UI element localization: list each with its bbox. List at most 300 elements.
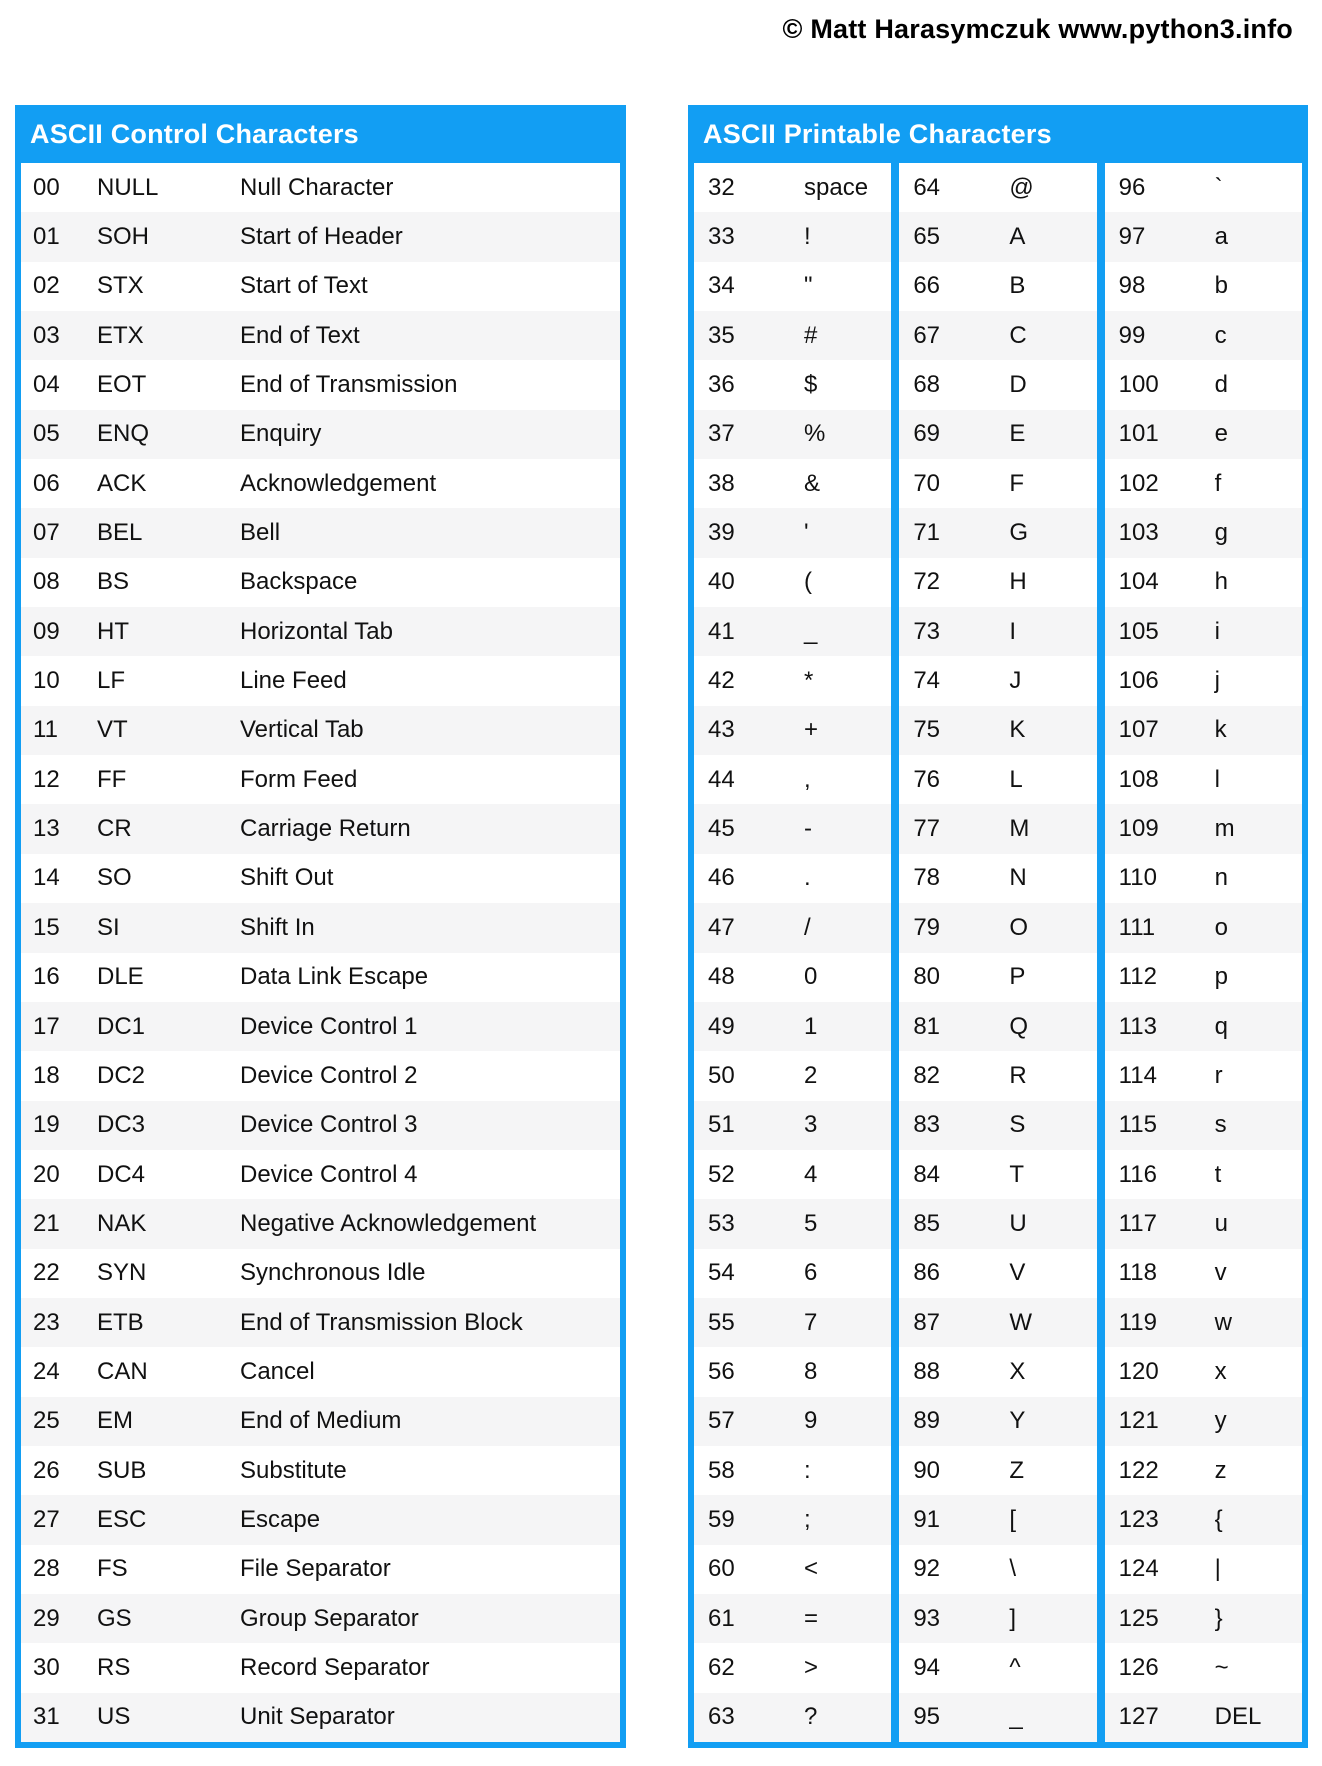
table-row: [1105, 311, 1302, 360]
table-row: [21, 1101, 620, 1150]
character-cell: b: [1214, 272, 1229, 300]
character-cell: c: [1214, 321, 1227, 349]
abbreviation-cell: DC1: [97, 1012, 146, 1040]
table-row: [21, 1199, 620, 1248]
table-row: [899, 1594, 1096, 1643]
table-row: [1105, 706, 1302, 755]
code-cell: 100: [1118, 371, 1159, 399]
code-cell: 64: [913, 173, 941, 201]
code-cell: 42: [708, 667, 735, 695]
table-row: [694, 508, 891, 557]
code-cell: 11: [33, 716, 58, 744]
table-row: [694, 953, 891, 1002]
code-cell: 115: [1118, 1111, 1157, 1139]
table-row: [899, 508, 1096, 557]
code-cell: 48: [708, 963, 735, 991]
code-cell: 116: [1118, 1160, 1157, 1188]
code-cell: 06: [33, 469, 60, 497]
code-cell: 62: [708, 1653, 735, 1681]
table-row: [1105, 804, 1302, 853]
code-cell: 79: [913, 913, 941, 941]
abbreviation-cell: RS: [97, 1653, 131, 1681]
character-cell: D: [1009, 371, 1027, 399]
abbreviation-cell: VT: [97, 716, 128, 744]
table-row: [21, 311, 620, 360]
table-row: [899, 163, 1096, 212]
code-cell: 72: [913, 568, 941, 596]
code-cell: 122: [1118, 1456, 1159, 1484]
table-row: [694, 262, 891, 311]
abbreviation-cell: GS: [97, 1604, 132, 1632]
table-row: [21, 459, 620, 508]
table-row: [21, 1545, 620, 1594]
description-cell: Null Character: [240, 173, 394, 201]
table-row: [899, 410, 1096, 459]
character-cell: \: [1009, 1555, 1016, 1583]
table-row: [1105, 508, 1302, 557]
code-cell: 49: [708, 1012, 735, 1040]
code-cell: 109: [1118, 815, 1159, 843]
character-cell: I: [1009, 617, 1016, 645]
code-cell: 84: [913, 1160, 941, 1188]
character-cell: o: [1214, 913, 1229, 941]
code-cell: 32: [708, 173, 735, 201]
description-cell: Bell: [240, 519, 281, 547]
table-row: [899, 1150, 1096, 1199]
character-cell: M: [1009, 815, 1030, 843]
code-cell: 12: [33, 765, 60, 793]
character-cell: B: [1009, 272, 1026, 300]
table-row: [899, 1051, 1096, 1100]
code-cell: 106: [1118, 667, 1159, 695]
character-cell: 8: [804, 1357, 818, 1385]
table-row: [1105, 755, 1302, 804]
table-row: [899, 903, 1096, 952]
table-row: [21, 262, 620, 311]
code-cell: 82: [913, 1061, 941, 1089]
character-cell: 3: [804, 1111, 818, 1139]
table-row: [899, 1298, 1096, 1347]
code-cell: 18: [33, 1061, 60, 1089]
code-cell: 38: [708, 469, 735, 497]
copyright-text: © Matt Harasymczuk www.python3.info: [782, 14, 1293, 44]
abbreviation-cell: DC2: [97, 1061, 146, 1089]
table-row: [694, 1199, 891, 1248]
table-row: [1105, 1495, 1302, 1544]
code-cell: 111: [1118, 913, 1156, 941]
code-cell: 124: [1118, 1555, 1159, 1583]
table-row: [21, 1298, 620, 1347]
abbreviation-cell: DC4: [97, 1160, 146, 1188]
code-cell: 127: [1118, 1703, 1159, 1731]
description-cell: Synchronous Idle: [240, 1259, 426, 1287]
table-row: [694, 212, 891, 261]
table-row: [899, 755, 1096, 804]
description-cell: Vertical Tab: [240, 716, 364, 744]
character-cell: E: [1009, 420, 1026, 448]
table-row: [21, 1002, 620, 1051]
character-cell: t: [1214, 1160, 1222, 1188]
code-cell: 57: [708, 1407, 735, 1435]
character-cell: m: [1214, 815, 1235, 843]
table-row: [21, 1643, 620, 1692]
table-row: [1105, 1545, 1302, 1594]
printable-table-column-1: [694, 163, 891, 1742]
character-cell: ]: [1009, 1604, 1016, 1632]
code-cell: 51: [708, 1111, 735, 1139]
character-cell: %: [804, 420, 826, 448]
character-cell: ': [804, 519, 809, 547]
table-row: [1105, 360, 1302, 409]
table-row: [899, 1199, 1096, 1248]
code-cell: 58: [708, 1456, 735, 1484]
abbreviation-cell: BEL: [97, 519, 143, 547]
code-cell: 59: [708, 1505, 735, 1533]
code-cell: 30: [33, 1653, 60, 1681]
table-row: [694, 163, 891, 212]
code-cell: 17: [33, 1012, 60, 1040]
code-cell: 121: [1118, 1407, 1159, 1435]
character-cell: 2: [804, 1061, 818, 1089]
code-cell: 105: [1118, 617, 1159, 645]
abbreviation-cell: SOH: [97, 223, 150, 251]
table-row: [899, 1495, 1096, 1544]
code-cell: 01: [33, 223, 60, 251]
code-cell: 108: [1118, 765, 1159, 793]
character-cell: +: [804, 716, 819, 744]
code-cell: 90: [913, 1456, 941, 1484]
character-cell: ": [804, 272, 813, 300]
table-row: [21, 656, 620, 705]
code-cell: 89: [913, 1407, 941, 1435]
character-cell: q: [1214, 1012, 1229, 1040]
code-cell: 81: [913, 1012, 941, 1040]
character-cell: :: [804, 1456, 811, 1484]
code-cell: 00: [33, 173, 60, 201]
character-cell: a: [1214, 223, 1229, 251]
code-cell: 23: [33, 1308, 60, 1336]
table-row: [21, 1495, 620, 1544]
character-cell: {: [1214, 1505, 1223, 1533]
character-cell: Z: [1009, 1456, 1024, 1484]
character-cell: $: [804, 371, 818, 399]
table-row: [694, 1643, 891, 1692]
abbreviation-cell: US: [97, 1703, 131, 1731]
table-row: [694, 1545, 891, 1594]
character-cell: P: [1009, 963, 1026, 991]
character-cell: ~: [1214, 1653, 1229, 1681]
code-cell: 36: [708, 371, 735, 399]
table-row: [1105, 1101, 1302, 1150]
code-cell: 125: [1118, 1604, 1159, 1632]
description-cell: Device Control 3: [240, 1111, 418, 1139]
character-cell: <: [804, 1555, 819, 1583]
abbreviation-cell: HT: [97, 617, 129, 645]
character-cell: @: [1009, 173, 1034, 201]
character-cell: /: [804, 913, 811, 941]
character-cell: V: [1009, 1259, 1026, 1287]
code-cell: 102: [1118, 469, 1159, 497]
code-cell: 97: [1118, 223, 1146, 251]
character-cell: |: [1214, 1555, 1221, 1583]
table-row: [694, 1495, 891, 1544]
table-row: [21, 854, 620, 903]
code-cell: 85: [913, 1209, 941, 1237]
table-row: [694, 804, 891, 853]
character-cell: C: [1009, 321, 1027, 349]
character-cell: >: [804, 1653, 819, 1681]
table-row: [899, 1693, 1096, 1742]
printable-table-column-2: [899, 163, 1096, 1742]
table-row: [899, 360, 1096, 409]
table-row: [899, 558, 1096, 607]
table-row: [21, 410, 620, 459]
description-cell: Horizontal Tab: [240, 617, 393, 645]
table-row: [21, 706, 620, 755]
control-table-title: ASCII Control Characters: [30, 118, 359, 149]
table-row: [21, 1150, 620, 1199]
code-cell: 03: [33, 321, 60, 349]
description-cell: Start of Header: [240, 223, 403, 251]
character-cell: -: [804, 815, 812, 843]
table-row: [1105, 410, 1302, 459]
code-cell: 78: [913, 864, 941, 892]
table-row: [21, 1347, 620, 1396]
table-row: [1105, 1002, 1302, 1051]
code-cell: 19: [33, 1111, 60, 1139]
code-cell: 35: [708, 321, 735, 349]
code-cell: 43: [708, 716, 735, 744]
table-row: [1105, 1397, 1302, 1446]
description-cell: Line Feed: [240, 667, 347, 695]
code-cell: 73: [913, 617, 941, 645]
code-cell: 46: [708, 864, 735, 892]
code-cell: 29: [33, 1604, 60, 1632]
table-row: [21, 804, 620, 853]
character-cell: U: [1009, 1209, 1027, 1237]
character-cell: A: [1009, 223, 1026, 251]
table-row: [1105, 656, 1302, 705]
table-row: [1105, 1446, 1302, 1495]
table-row: [694, 656, 891, 705]
character-cell: y: [1214, 1407, 1227, 1435]
code-cell: 33: [708, 223, 735, 251]
character-cell: d: [1214, 371, 1229, 399]
table-row: [899, 953, 1096, 1002]
table-row: [694, 360, 891, 409]
table-row: [899, 262, 1096, 311]
table-row: [694, 1249, 891, 1298]
table-row: [1105, 1298, 1302, 1347]
abbreviation-cell: EM: [97, 1407, 133, 1435]
table-row: [694, 1051, 891, 1100]
code-cell: 93: [913, 1604, 941, 1632]
character-cell: r: [1214, 1061, 1223, 1089]
description-cell: Carriage Return: [240, 815, 411, 843]
code-cell: 28: [33, 1555, 60, 1583]
abbreviation-cell: CAN: [97, 1357, 148, 1385]
table-row: [21, 360, 620, 409]
table-row: [1105, 1150, 1302, 1199]
character-cell: 4: [804, 1160, 818, 1188]
character-cell: l: [1214, 765, 1220, 793]
code-cell: 92: [913, 1555, 941, 1583]
character-cell: =: [804, 1604, 819, 1632]
abbreviation-cell: ETX: [97, 321, 144, 349]
table-row: [1105, 163, 1302, 212]
character-cell: s: [1214, 1111, 1227, 1139]
table-row: [1105, 953, 1302, 1002]
table-row: [899, 607, 1096, 656]
description-cell: Shift In: [240, 913, 315, 941]
character-cell: N: [1009, 864, 1027, 892]
printable-table-column-3: [1105, 163, 1302, 1742]
description-cell: End of Transmission: [240, 371, 458, 399]
table-row: [1105, 1693, 1302, 1742]
code-cell: 101: [1118, 420, 1159, 448]
code-cell: 66: [913, 272, 941, 300]
code-cell: 04: [33, 371, 60, 399]
character-cell: h: [1214, 568, 1229, 596]
character-cell: H: [1009, 568, 1027, 596]
character-cell: 7: [804, 1308, 818, 1336]
code-cell: 70: [913, 469, 941, 497]
character-cell: g: [1214, 519, 1229, 547]
code-cell: 96: [1118, 173, 1146, 201]
character-cell: p: [1214, 963, 1229, 991]
character-cell: 9: [804, 1407, 818, 1435]
code-cell: 45: [708, 815, 735, 843]
code-cell: 87: [913, 1308, 941, 1336]
character-cell: L: [1009, 765, 1023, 793]
abbreviation-cell: SYN: [97, 1259, 147, 1287]
table-row: [694, 311, 891, 360]
code-cell: 126: [1118, 1653, 1159, 1681]
table-row: [21, 1446, 620, 1495]
code-cell: 14: [33, 864, 60, 892]
table-row: [899, 1249, 1096, 1298]
code-cell: 67: [913, 321, 941, 349]
description-cell: File Separator: [240, 1555, 391, 1583]
description-cell: Enquiry: [240, 420, 322, 448]
table-row: [21, 755, 620, 804]
character-cell: O: [1009, 913, 1028, 941]
abbreviation-cell: NULL: [97, 173, 159, 201]
description-cell: Unit Separator: [240, 1703, 395, 1731]
table-row: [899, 1545, 1096, 1594]
character-cell: w: [1214, 1308, 1232, 1336]
code-cell: 83: [913, 1111, 941, 1139]
code-cell: 94: [913, 1653, 941, 1681]
code-cell: 77: [913, 815, 941, 843]
table-row: [21, 1693, 620, 1742]
character-cell: n: [1214, 864, 1229, 892]
code-cell: 99: [1118, 321, 1146, 349]
table-row: [21, 1051, 620, 1100]
code-cell: 05: [33, 420, 60, 448]
code-cell: 60: [708, 1555, 735, 1583]
code-cell: 118: [1118, 1259, 1157, 1287]
abbreviation-cell: BS: [97, 568, 130, 596]
code-cell: 110: [1118, 864, 1157, 892]
code-cell: 95: [913, 1703, 941, 1731]
abbreviation-cell: NAK: [97, 1209, 147, 1237]
description-cell: Cancel: [240, 1357, 315, 1385]
character-cell: DEL: [1214, 1703, 1262, 1731]
code-cell: 104: [1118, 568, 1159, 596]
code-cell: 119: [1118, 1308, 1157, 1336]
table-row: [694, 1397, 891, 1446]
character-cell: ;: [804, 1505, 811, 1533]
code-cell: 22: [33, 1259, 60, 1287]
character-cell: *: [804, 667, 814, 695]
table-row: [899, 1002, 1096, 1051]
table-row: [694, 1693, 891, 1742]
code-cell: 117: [1118, 1209, 1157, 1237]
code-cell: 91: [913, 1505, 941, 1533]
code-cell: 21: [33, 1209, 60, 1237]
abbreviation-cell: DLE: [97, 963, 144, 991]
table-row: [1105, 1199, 1302, 1248]
table-row: [1105, 1594, 1302, 1643]
character-cell: ^: [1009, 1653, 1021, 1681]
code-cell: 123: [1118, 1505, 1159, 1533]
code-cell: 120: [1118, 1357, 1159, 1385]
code-cell: 31: [33, 1703, 60, 1731]
character-cell: (: [804, 568, 812, 596]
printable-table-title: ASCII Printable Characters: [703, 118, 1052, 149]
description-cell: Acknowledgement: [240, 469, 437, 497]
description-cell: Data Link Escape: [240, 963, 429, 991]
table-row: [694, 706, 891, 755]
character-cell: &: [804, 469, 821, 497]
code-cell: 54: [708, 1259, 735, 1287]
code-cell: 112: [1118, 963, 1157, 991]
table-row: [694, 1101, 891, 1150]
code-cell: 37: [708, 420, 735, 448]
description-cell: Start of Text: [240, 272, 368, 300]
table-row: [899, 1446, 1096, 1495]
character-cell: x: [1214, 1357, 1227, 1385]
character-cell: T: [1009, 1160, 1024, 1188]
table-row: [899, 854, 1096, 903]
description-cell: Device Control 1: [240, 1012, 418, 1040]
table-row: [1105, 1643, 1302, 1692]
code-cell: 86: [913, 1259, 941, 1287]
abbreviation-cell: LF: [97, 667, 126, 695]
abbreviation-cell: CR: [97, 815, 132, 843]
code-cell: 15: [33, 913, 60, 941]
table-row: [21, 1249, 620, 1298]
description-cell: Record Separator: [240, 1653, 430, 1681]
character-cell: !: [804, 223, 811, 251]
table-row: [1105, 854, 1302, 903]
character-cell: v: [1214, 1259, 1227, 1287]
character-cell: .: [804, 864, 811, 892]
code-cell: 107: [1118, 716, 1159, 744]
table-row: [694, 903, 891, 952]
character-cell: j: [1214, 667, 1220, 695]
table-row: [694, 607, 891, 656]
table-row: [694, 1347, 891, 1396]
table-row: [899, 706, 1096, 755]
code-cell: 07: [33, 519, 60, 547]
code-cell: 27: [33, 1505, 60, 1533]
character-cell: W: [1009, 1308, 1032, 1336]
control-characters-panel: [15, 105, 626, 1748]
table-row: [21, 953, 620, 1002]
code-cell: 26: [33, 1456, 60, 1484]
